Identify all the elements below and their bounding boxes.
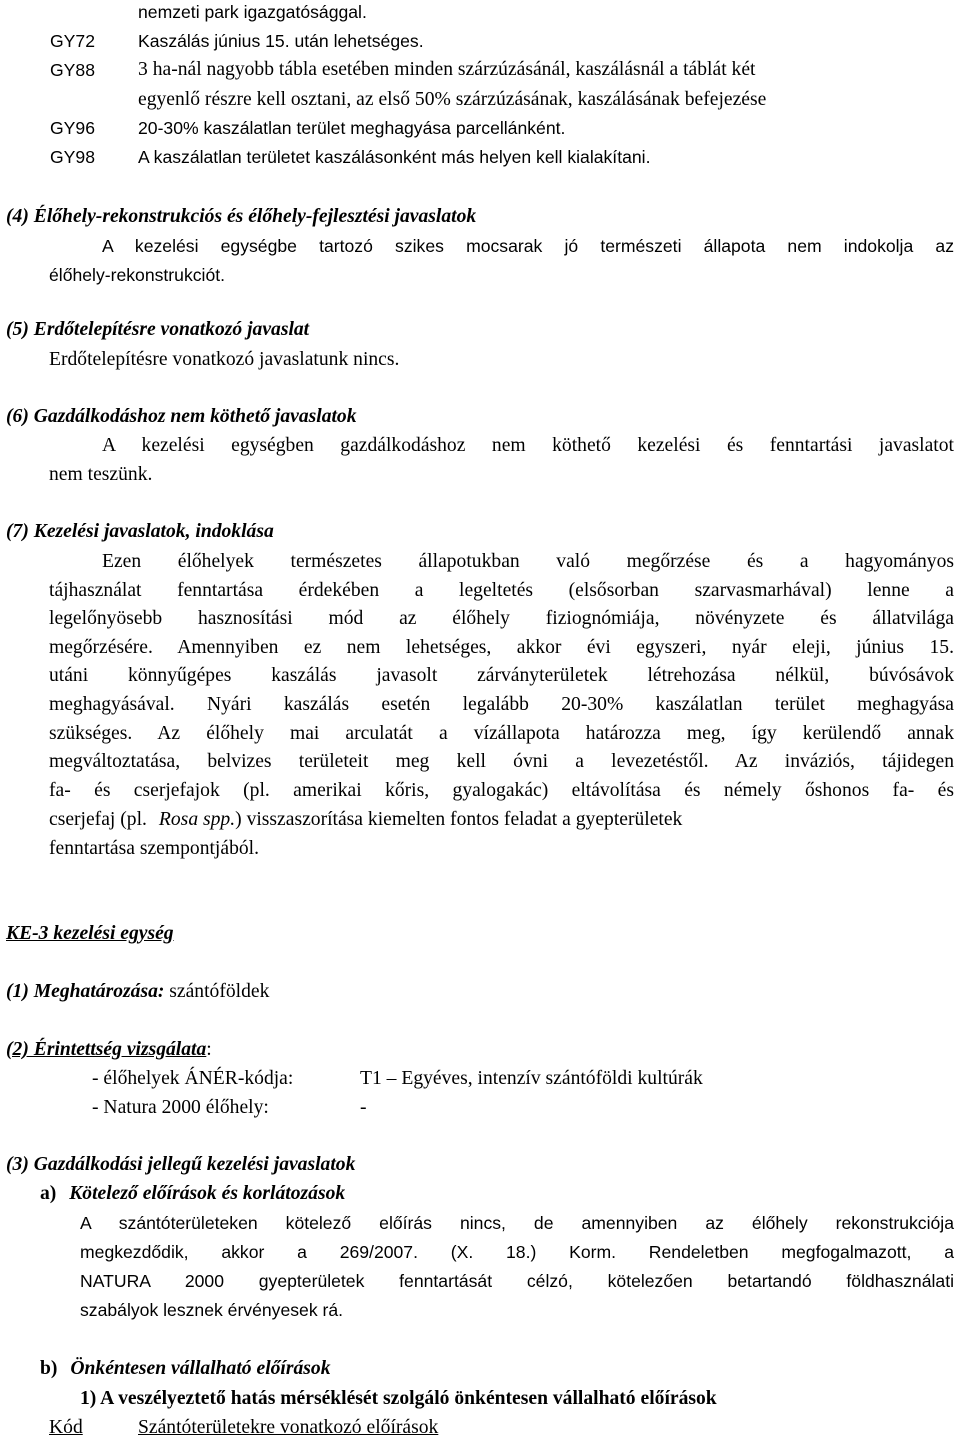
heading-label: (2) Érintettség vizsgálata — [6, 1039, 207, 1060]
text-segment: cserjefaj (pl. — [49, 809, 147, 830]
text-segment: ) visszaszorítása kiemelten fontos feladat a gyepterületek — [235, 809, 683, 830]
section-7-text-line: utáni könnyűgépes kaszálás javasolt zárványterületek létrehozása nélkül, búvósávok — [49, 665, 954, 686]
list-item-text: egyenlő részre kell osztani, az első 50% szárzúzásának, kaszálásának befejezése — [138, 89, 767, 110]
section-7-text-line: szükséges. Az élőhely mai arculatát a vízállapota határozza meg, így kerülendő annak — [49, 723, 954, 744]
subsection-a-text-line: szabályok lesznek érvényesek rá. — [80, 1300, 344, 1320]
list-item-text: nemzeti park igazgatósággal. — [138, 2, 367, 22]
heading-colon: : — [206, 1039, 212, 1060]
subsection-b1-heading: 1) A veszélyeztető hatás mérséklését szolgáló önkéntesen vállalható előírások — [80, 1388, 717, 1409]
section-5-text-line: Erdőtelepítésre vonatkozó javaslatunk nincs. — [49, 349, 400, 370]
ke3-heading-2 — [6, 1038, 212, 1062]
section-7-text-line: meghagyásával. Nyári kaszálás esetén legalább 20-30% kaszálatlan terület meghagyása — [49, 694, 954, 715]
subsection-a-text-line: NATURA 2000 gyepterületek fenntartását célzó, kötelezően betartandó földhasználati — [80, 1271, 954, 1291]
ke3-heading-3: (3) Gazdálkodási jellegű kezelési javaslatok — [6, 1154, 356, 1175]
section-4-text-line: élőhely-rekonstrukciót. — [49, 265, 226, 285]
subsection-b-heading — [40, 1357, 331, 1381]
list-item-text: Kaszálás június 15. után lehetséges. — [138, 31, 424, 51]
list-item-code: GY88 — [50, 60, 95, 80]
subsection-title: Önkéntesen vállalható előírások — [70, 1358, 331, 1379]
list-item-text: A kaszálatlan területet kaszálásonként más helyen kell kialakítani. — [138, 147, 651, 167]
section-7-text-line: megőrzésére. Amennyiben ez nem lehetséges, akkor évi egyszeri, nyár eleji, június 15. — [49, 637, 954, 658]
list-item-text: 20-30% kaszálatlan terület meghagyása parcellánként. — [138, 118, 566, 138]
section-7-text-line: tájhasználat fenntartása érdekében a legeltetés (elsősorban szarvasmarhával) lenne a — [49, 580, 954, 601]
ke3-heading-1 — [6, 980, 269, 1004]
section-6-heading: (6) Gazdálkodáshoz nem köthető javaslatok — [6, 406, 357, 427]
habitat-code-value: T1 – Egyéves, intenzív szántóföldi kultúrák — [360, 1068, 703, 1089]
list-item-text: 3 ha-nál nagyobb tábla esetében minden szárzúzásánál, kaszálásnál a táblát két — [138, 59, 756, 80]
section-7-text-line — [49, 808, 954, 832]
section-7-text-line: fenntartása szempontjából. — [49, 838, 260, 859]
natura-habitat-value: - — [360, 1097, 367, 1118]
section-6-text-line: A kezelési egységben gazdálkodáshoz nem köthető kezelési és fenntartási javaslatot — [102, 435, 954, 456]
table-header-description: Szántóterületekre vonatkozó előírások — [138, 1417, 439, 1438]
subsection-label: a) — [40, 1183, 57, 1204]
list-item-code: GY96 — [50, 118, 95, 138]
subsection-a-text-line: megkezdődik, akkor a 269/2007. (X. 18.) Korm. Rendeletben megfogalmazott, a — [80, 1242, 954, 1262]
species-name: Rosa spp. — [158, 809, 236, 830]
heading-label: (1) Meghatározása: — [6, 981, 165, 1002]
subsection-label: b) — [40, 1358, 58, 1379]
list-item-code: GY98 — [50, 147, 95, 167]
heading-value: szántóföldek — [164, 981, 270, 1002]
section-7-heading: (7) Kezelési javaslatok, indoklása — [6, 521, 274, 542]
section-7-text-line: Ezen élőhelyek természetes állapotukban való megőrzése és a hagyományos — [102, 551, 954, 572]
section-7-text-line: legelőnyösebb hasznosítási mód az élőhely fiziognómiája, növényzete és állatvilága — [49, 608, 954, 629]
section-7-text-line: fa- és cserjefajok (pl. amerikai kőris, gyalogakác) eltávolítása és némely őshonos fa- és — [49, 780, 954, 801]
habitat-code-label: - élőhelyek ÁNÉR-kódja: — [92, 1068, 294, 1089]
section-6-text-line: nem teszünk. — [49, 464, 153, 485]
table-header-code: Kód — [49, 1417, 83, 1438]
natura-habitat-label: - Natura 2000 élőhely: — [92, 1097, 269, 1118]
section-7-text-line: megváltoztatása, belvizes területeit meg kell óvni a levezetéstől. Az inváziós, tájidegen — [49, 751, 954, 772]
subsection-title: Kötelező előírások és korlátozások — [69, 1183, 346, 1204]
subsection-a-text-line: A szántóterületeken kötelező előírás nincs, de amennyiben az élőhely rekonstrukciója — [80, 1213, 954, 1233]
section-4-text-line: A kezelési egységbe tartozó szikes mocsarak jó természeti állapota nem indokolja az — [102, 236, 954, 256]
section-4-heading: (4) Élőhely-rekonstrukciós és élőhely-fejlesztési javaslatok — [6, 206, 477, 227]
subsection-a-heading — [40, 1182, 345, 1206]
unit-title: KE-3 kezelési egység — [6, 923, 174, 944]
list-item-code: GY72 — [50, 31, 95, 51]
section-5-heading: (5) Erdőtelepítésre vonatkozó javaslat — [6, 319, 310, 340]
